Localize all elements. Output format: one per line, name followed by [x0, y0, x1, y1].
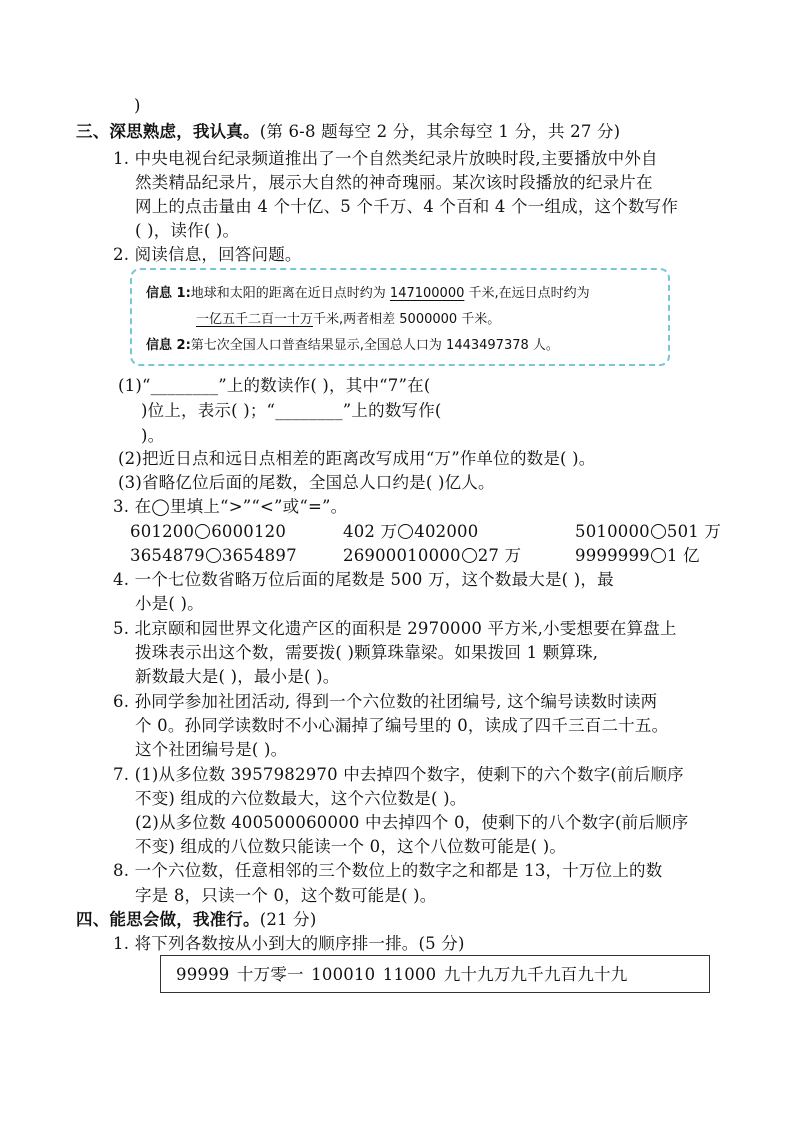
- compare-left: 9999999: [575, 546, 650, 565]
- compare-circle[interactable]: [195, 524, 210, 539]
- q7-line-2: 不变) 组成的六位数最大，这个六位数是( )。: [135, 789, 467, 808]
- q2-sub1-line-1: (1)“________”上的数读作( )，其中“7”在(: [118, 376, 431, 395]
- compare-left: 402 万: [343, 522, 398, 541]
- s4-q1-title: 1. 将下列各数按从小到大的顺序排一排。(5 分): [113, 934, 465, 953]
- compare-item: [343, 544, 521, 568]
- compare-right: 402000: [414, 522, 479, 541]
- section-3-heading: [76, 120, 620, 144]
- info-2-line: [146, 336, 559, 356]
- compare-item: [575, 520, 721, 544]
- section-3-title: 三、深思熟虑，我认真。: [76, 122, 260, 141]
- compare-right: 501 万: [666, 522, 722, 541]
- compare-left: 5010000: [575, 522, 650, 541]
- q5-line-1: 5. 北京颐和园世界文化遗产区的面积是 2970000 平方米,小雯想要在算盘上: [113, 619, 677, 638]
- q6-line-3: 这个社团编号是( )。: [135, 740, 288, 759]
- q1-line-2: 然类精品纪录片，展示大自然的神奇瑰丽。某次该时段播放的纪录片在: [135, 173, 653, 192]
- continued-paren: ): [134, 96, 141, 115]
- info-1-label: 信息 1:: [146, 286, 191, 301]
- section-4-score-note: (21 分): [259, 910, 317, 929]
- compare-left: 26900010000: [343, 546, 461, 565]
- section-4-title: 四、能思会做，我准行。: [76, 910, 260, 929]
- q5-line-3: 新数最大是( )，最小是( )。: [135, 667, 340, 686]
- number-list: 99999 十万零一 100010 11000 九十九万九千九百九十九: [176, 965, 628, 984]
- info-2-label: 信息 2:: [146, 338, 191, 353]
- q2-sub1-line-3: )。: [141, 426, 165, 445]
- q2-title: 2. 阅读信息，回答问题。: [113, 245, 302, 264]
- compare-circle[interactable]: [462, 548, 477, 563]
- compare-circle[interactable]: [398, 524, 413, 539]
- q4-line-1: 4. 一个七位数省略万位后面的尾数是 500 万，这个数最大是( )，最: [113, 570, 614, 589]
- q3-title: 3. 在◯里填上“>”“<”或“=”。: [113, 497, 348, 516]
- compare-item: [130, 520, 286, 544]
- info-1-underlined-words: 一亿五千二百一十万: [196, 312, 314, 327]
- q8-line-1: 8. 一个六位数，任意相邻的三个数位上的数字之和都是 13，十万位上的数: [113, 861, 663, 880]
- compare-circle[interactable]: [651, 548, 666, 563]
- info-1-text-b: 千米,在远日点时约为: [464, 286, 590, 301]
- info-2-text: 第七次全国人口普查结果显示,全国总人口为 1443497378 人。: [190, 338, 559, 353]
- q8-line-2: 字是 8，只读一个 0，这个数可能是( )。: [135, 886, 437, 905]
- q5-line-2: 拨珠表示出这个数，需要拨( )颗算珠靠梁。如果拨回 1 颗算珠,: [135, 643, 599, 662]
- compare-item: [575, 544, 700, 568]
- q6-line-2: 个 0。孙同学读数时不小心漏掉了编号里的 0，读成了四千三百二十五。: [135, 716, 669, 735]
- q2-sub1-line-2: )位上，表示( )；“________”上的数写作(: [141, 401, 442, 420]
- q7-line-1: 7. (1)从多位数 3957982970 中去掉四个数字，使剩下的六个数字(前后顺序: [113, 765, 684, 784]
- q2-sub3: (3)省略亿位后面的尾数，全国总人口约是( )亿人。: [118, 473, 495, 492]
- compare-item: [343, 520, 478, 544]
- section-3-score-note: (第 6-8 题每空 2 分，其余每空 1 分，共 27 分): [259, 122, 621, 141]
- info-1-underlined-number: 147100000: [389, 286, 465, 301]
- q4-line-2: 小是( )。: [135, 594, 204, 613]
- info-1-line-1: [146, 284, 590, 304]
- q1-line-3: 网上的点击量由 4 个十亿、5 个千万、4 个百和 4 个一组成，这个数写作: [135, 197, 679, 216]
- info-1-text-d: 千米,两者相差 5000000 千米。: [313, 312, 501, 327]
- info-1-text-a: 地球和太阳的距离在近日点时约为: [190, 286, 390, 301]
- q2-sub2: (2)把近日点和远日点相差的距离改写成用“万”作单位的数是( )。: [118, 449, 596, 468]
- q6-line-1: 6. 孙同学参加社团活动, 得到一个六位数的社团编号, 这个编号读数时读两: [113, 692, 658, 711]
- compare-right: 6000120: [211, 522, 287, 541]
- q1-line-4: ( )，读作( )。: [135, 221, 240, 240]
- compare-right: 27 万: [477, 546, 522, 565]
- q1-line-1: 1. 中央电视台纪录频道推出了一个自然类纪录片放映时段,主要播放中外自: [113, 149, 658, 168]
- compare-circle[interactable]: [651, 524, 666, 539]
- q7-line-3: (2)从多位数 400500060000 中去掉四个 0，使剩下的八个数字(前后顺序: [135, 813, 689, 832]
- compare-circle[interactable]: [206, 548, 221, 563]
- section-4-heading: [76, 908, 317, 932]
- compare-item: [130, 544, 297, 568]
- compare-right: 1 亿: [666, 546, 700, 565]
- q7-line-4: 不变) 组成的八位数只能读一个 0，这个八位数可能是( )。: [135, 837, 567, 856]
- info-1-line-2: [196, 310, 500, 330]
- compare-left: 3654879: [130, 546, 205, 565]
- compare-right: 3654897: [221, 546, 297, 565]
- compare-left: 601200: [130, 522, 195, 541]
